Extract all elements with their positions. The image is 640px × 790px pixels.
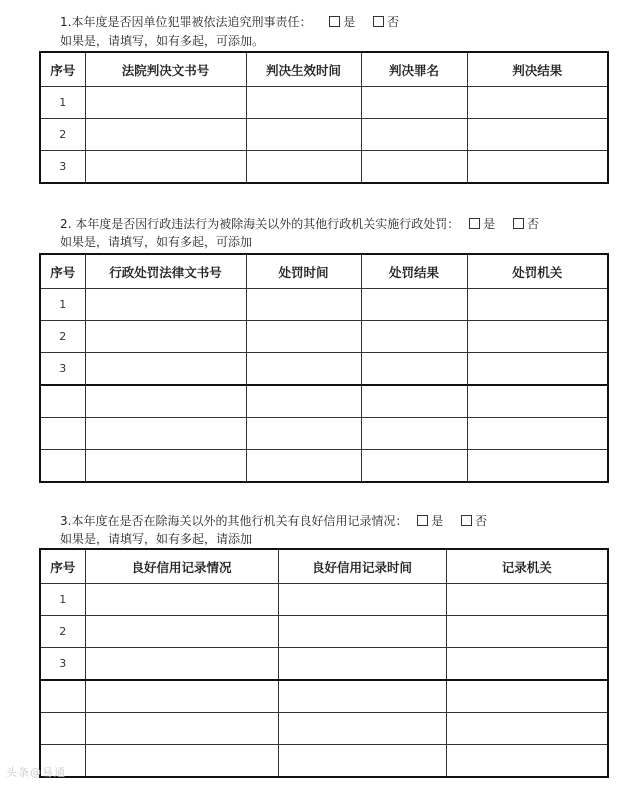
table-cell[interactable] xyxy=(246,321,361,353)
section1-yes-label: 是 xyxy=(343,15,356,29)
section3-body xyxy=(40,584,608,778)
row-number: 1 xyxy=(40,87,85,119)
table-cell[interactable] xyxy=(467,353,608,386)
table-cell[interactable] xyxy=(467,289,608,321)
section1-header-4: 判决结果 xyxy=(467,52,608,87)
section3-header-0: 序号 xyxy=(40,549,85,584)
section1-header-1: 法院判决文书号 xyxy=(85,52,246,87)
row-number xyxy=(40,450,85,483)
row-number xyxy=(40,385,85,418)
table-cell[interactable] xyxy=(85,353,246,386)
section1-question: 1.本年度是否因单位犯罪被依法追究刑事责任： xyxy=(60,15,312,29)
table-cell[interactable] xyxy=(278,745,446,778)
table-row xyxy=(40,385,608,418)
table-cell[interactable] xyxy=(85,745,278,778)
table-cell[interactable] xyxy=(246,450,361,483)
section1-no-label: 否 xyxy=(387,15,400,29)
section3-table xyxy=(39,548,609,778)
section2-table xyxy=(39,253,609,483)
section2-question-block xyxy=(60,216,539,232)
table-cell[interactable] xyxy=(85,648,278,681)
table-cell[interactable] xyxy=(85,450,246,483)
table-row xyxy=(40,151,608,184)
table-cell[interactable] xyxy=(446,680,608,713)
section1-body xyxy=(40,87,608,184)
table-cell[interactable] xyxy=(361,385,467,418)
row-number xyxy=(40,680,85,713)
section2-header-1: 行政处罚法律文书号 xyxy=(85,254,246,289)
section2-header-4: 处罚机关 xyxy=(467,254,608,289)
row-number: 1 xyxy=(40,584,85,616)
table-row xyxy=(40,680,608,713)
table-cell[interactable] xyxy=(246,385,361,418)
section2-no-label: 否 xyxy=(526,217,539,231)
row-number xyxy=(40,418,85,450)
table-cell[interactable] xyxy=(85,289,246,321)
section2-header-row xyxy=(40,254,608,289)
table-cell[interactable] xyxy=(278,584,446,616)
table-cell[interactable] xyxy=(85,713,278,745)
table-cell[interactable] xyxy=(85,584,278,616)
table-cell[interactable] xyxy=(85,321,246,353)
section3-note: 如果是，请填写，如有多起，请添加 xyxy=(60,532,253,546)
section1-header-row xyxy=(40,52,608,87)
table-row xyxy=(40,450,608,483)
table-row xyxy=(40,745,608,778)
table-cell[interactable] xyxy=(85,151,246,184)
table-cell[interactable] xyxy=(467,151,608,184)
table-cell[interactable] xyxy=(446,584,608,616)
section1-table xyxy=(39,51,609,184)
section2-no-checkbox[interactable] xyxy=(513,218,524,229)
table-row xyxy=(40,418,608,450)
row-number: 1 xyxy=(40,289,85,321)
table-row xyxy=(40,713,608,745)
table-cell[interactable] xyxy=(85,680,278,713)
section3-yes-checkbox[interactable] xyxy=(417,515,428,526)
table-cell[interactable] xyxy=(85,385,246,418)
table-cell[interactable] xyxy=(467,418,608,450)
section1-header-3: 判决罪名 xyxy=(361,52,467,87)
table-cell[interactable] xyxy=(467,385,608,418)
section1-note: 如果是，请填写，如有多起，可添加。 xyxy=(60,34,265,48)
table-cell[interactable] xyxy=(85,119,246,151)
row-number: 3 xyxy=(40,353,85,386)
section1-yes-checkbox[interactable] xyxy=(329,16,340,27)
table-cell[interactable] xyxy=(246,353,361,386)
table-cell[interactable] xyxy=(278,680,446,713)
section2-body xyxy=(40,289,608,483)
table-cell[interactable] xyxy=(446,745,608,778)
table-cell[interactable] xyxy=(446,648,608,681)
table-cell[interactable] xyxy=(361,87,467,119)
table-cell[interactable] xyxy=(361,450,467,483)
table-cell[interactable] xyxy=(85,87,246,119)
section3-no-label: 否 xyxy=(475,514,488,528)
section2-note: 如果是，请填写，如有多起，可添加 xyxy=(60,235,253,249)
table-cell[interactable] xyxy=(246,87,361,119)
row-number: 2 xyxy=(40,119,85,151)
table-row xyxy=(40,353,608,386)
table-cell[interactable] xyxy=(467,450,608,483)
table-cell[interactable] xyxy=(467,321,608,353)
table-cell[interactable] xyxy=(361,289,467,321)
section2-header-3: 处罚结果 xyxy=(361,254,467,289)
table-cell[interactable] xyxy=(361,418,467,450)
table-row xyxy=(40,289,608,321)
row-number: 3 xyxy=(40,151,85,184)
section1-header-0: 序号 xyxy=(40,52,85,87)
section1-header-2: 判决生效时间 xyxy=(246,52,361,87)
table-cell[interactable] xyxy=(85,616,278,648)
table-cell[interactable] xyxy=(446,713,608,745)
section2-yes-label: 是 xyxy=(483,217,496,231)
watermark: 头条@易通 xyxy=(6,766,66,779)
table-row xyxy=(40,321,608,353)
row-number: 2 xyxy=(40,321,85,353)
table-cell[interactable] xyxy=(278,648,446,681)
table-cell[interactable] xyxy=(246,289,361,321)
table-cell[interactable] xyxy=(246,418,361,450)
table-row xyxy=(40,648,608,681)
section2-question: 2. 本年度是否因行政违法行为被除海关以外的其他行政机关实施行政处罚： xyxy=(60,217,460,231)
row-number xyxy=(40,713,85,745)
table-cell[interactable] xyxy=(361,321,467,353)
section3-question: 3.本年度在是否在除海关以外的其他行机关有良好信用记录情况： xyxy=(60,514,408,528)
table-cell[interactable] xyxy=(278,713,446,745)
section1-no-checkbox[interactable] xyxy=(373,16,384,27)
table-cell[interactable] xyxy=(361,151,467,184)
section3-header-3: 记录机关 xyxy=(446,549,608,584)
table-row xyxy=(40,119,608,151)
table-row xyxy=(40,616,608,648)
table-cell[interactable] xyxy=(361,353,467,386)
row-number: 2 xyxy=(40,616,85,648)
table-cell[interactable] xyxy=(246,151,361,184)
section2-yes-checkbox[interactable] xyxy=(469,218,480,229)
section1-question-block xyxy=(60,14,399,30)
section2-header-0: 序号 xyxy=(40,254,85,289)
row-number: 3 xyxy=(40,648,85,681)
table-cell[interactable] xyxy=(361,119,467,151)
section3-header-2: 良好信用记录时间 xyxy=(278,549,446,584)
section3-header-row xyxy=(40,549,608,584)
table-cell[interactable] xyxy=(278,616,446,648)
section2-header-2: 处罚时间 xyxy=(246,254,361,289)
table-cell[interactable] xyxy=(467,87,608,119)
section3-header-1: 良好信用记录情况 xyxy=(85,549,278,584)
section3-yes-label: 是 xyxy=(431,514,444,528)
table-cell[interactable] xyxy=(446,616,608,648)
section3-no-checkbox[interactable] xyxy=(461,515,472,526)
section3-question-block xyxy=(60,513,487,529)
table-cell[interactable] xyxy=(85,418,246,450)
table-cell[interactable] xyxy=(467,119,608,151)
table-row xyxy=(40,584,608,616)
table-cell[interactable] xyxy=(246,119,361,151)
table-row xyxy=(40,87,608,119)
